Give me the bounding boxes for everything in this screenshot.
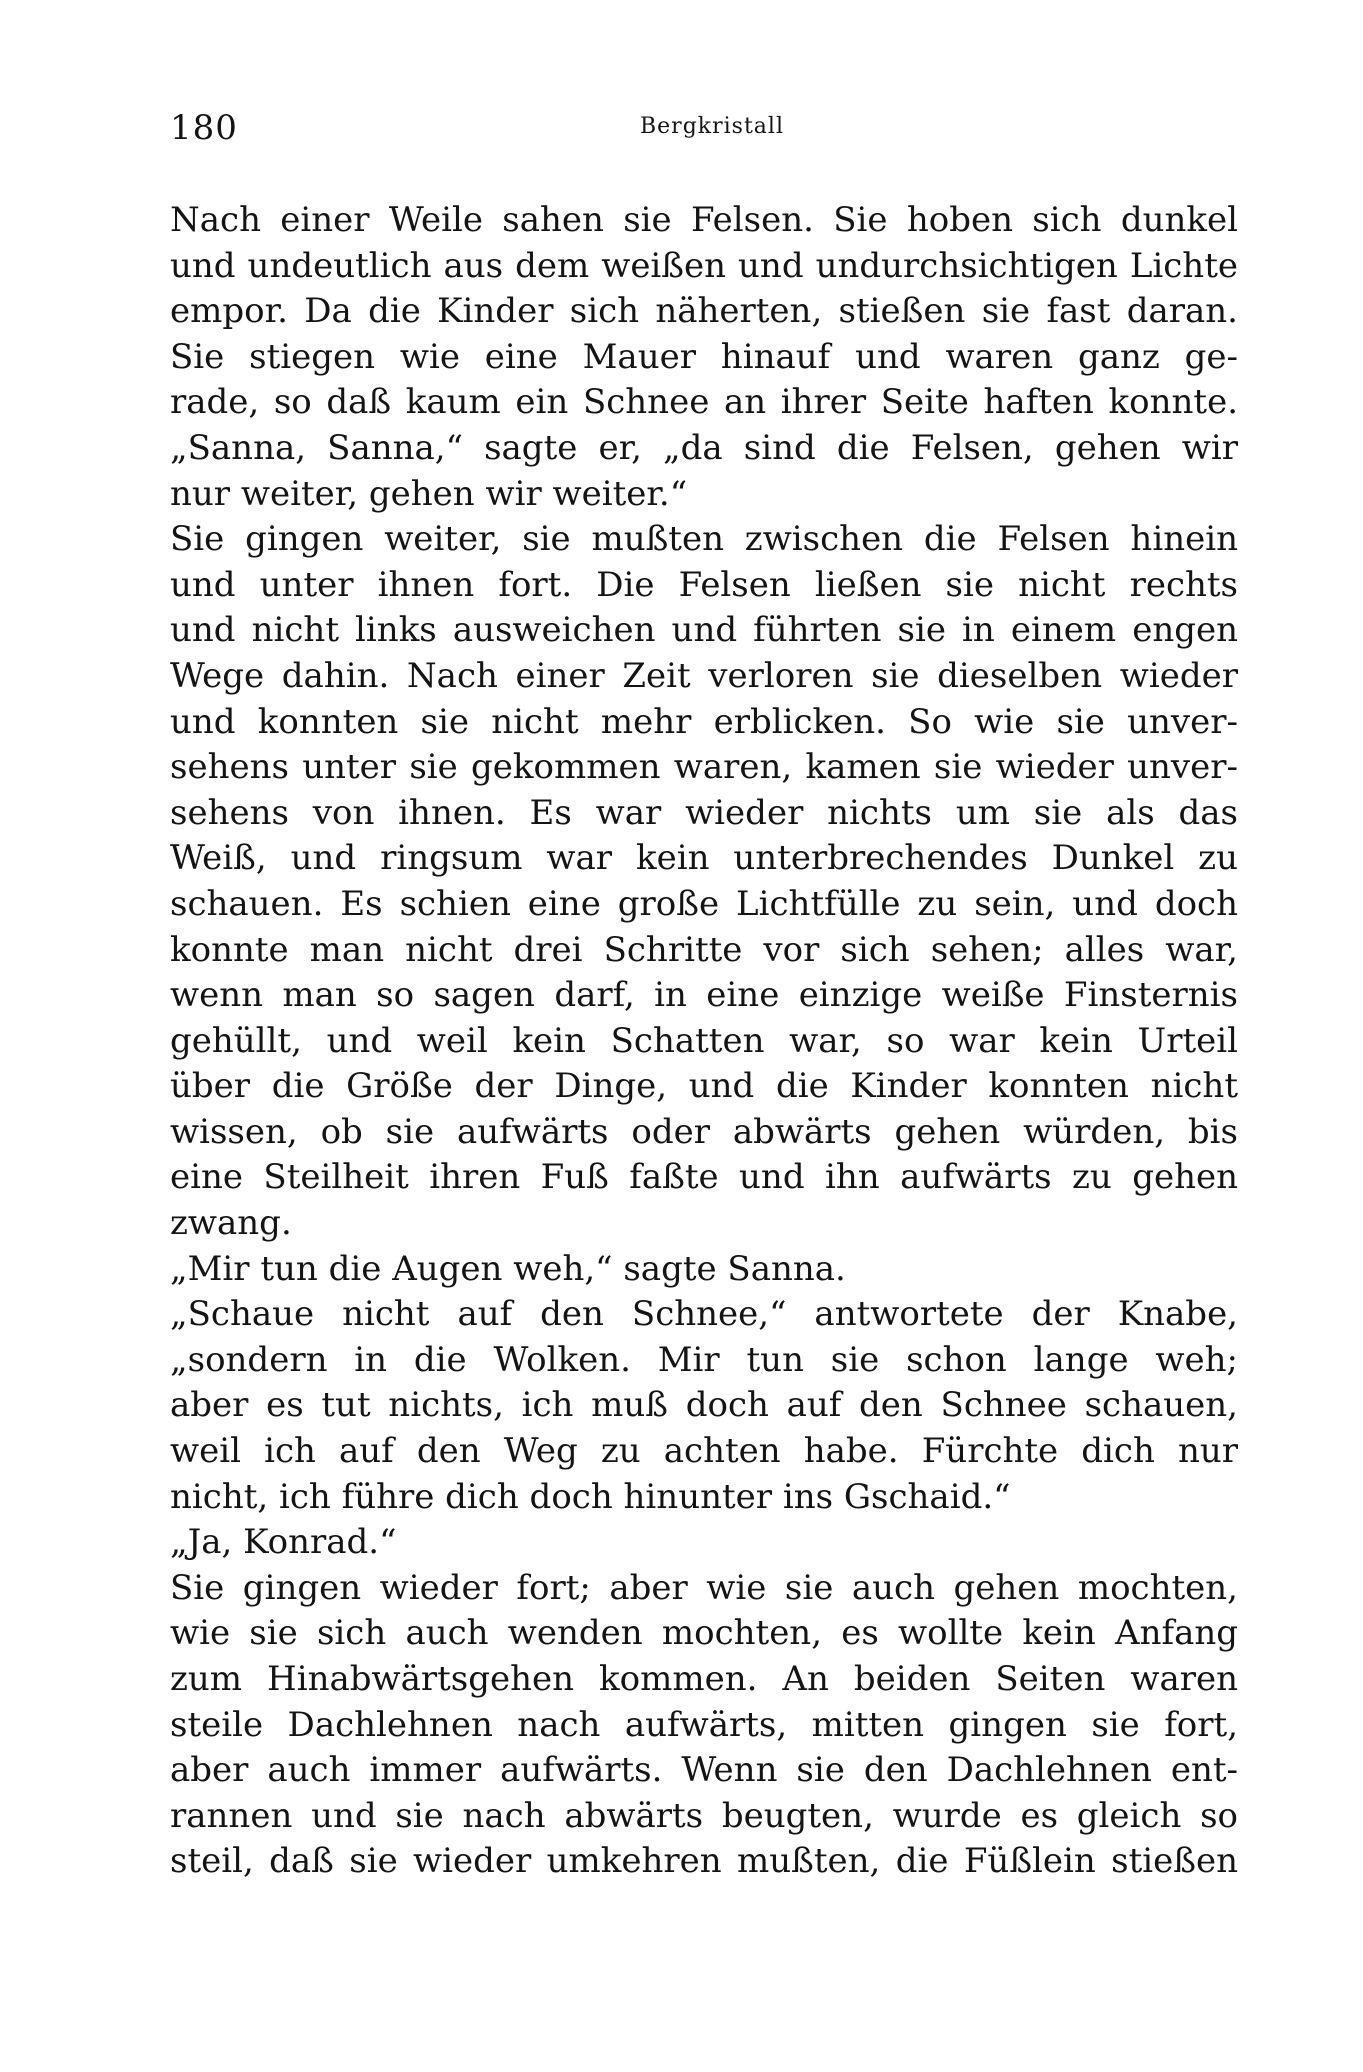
text-line: zum Hinabwärtsgehen kommen. An beiden Seiten waren [170, 1659, 1238, 1699]
text-line: „sondern in die Wolken. Mir tun sie schon lange weh; [170, 1339, 1238, 1380]
text-line: über die Größe der Dinge, und die Kinder konnten nicht [170, 1066, 1238, 1107]
text-line: steile Dachlehnen nach aufwärts, mitten gingen sie fort, [170, 1704, 1238, 1745]
running-title: Bergkristall [640, 114, 784, 139]
text-line: Weiß, und ringsum war kein unterbrechendes Dunkel zu [170, 838, 1238, 879]
text-line: aber auch immer aufwärts. Wenn sie den Dachlehnen ent- [170, 1750, 1238, 1791]
body-text [170, 198, 1238, 1885]
text-line: und nicht links ausweichen und führten sie in einem engen [170, 610, 1238, 651]
text-line: „Sanna, Sanna,“ sagte er, „da sind die Felsen, gehen wir [170, 427, 1238, 468]
text-line: Sie gingen wieder fort; aber wie sie auch gehen mochten, [170, 1567, 1238, 1608]
text-line: weil ich auf den Weg zu achten habe. Fürchte dich nur [170, 1431, 1238, 1472]
page-header [170, 108, 1240, 158]
text-line: „Ja, Konrad.“ [170, 1522, 397, 1563]
text-line: und konnten sie nicht mehr erblicken. So wie sie unver- [170, 701, 1238, 742]
text-line: Sie gingen weiter, sie mußten zwischen die Felsen hinein [170, 519, 1238, 560]
text-line: wenn man so sagen darf, in eine einzige weiße Finsternis [170, 975, 1238, 1016]
text-line: wie sie sich auch wenden mochten, es wollte kein Anfang [170, 1613, 1238, 1654]
text-line: „Schaue nicht auf den Schnee,“ antwortete der Knabe, [170, 1294, 1238, 1335]
text-line: Nach einer Weile sahen sie Felsen. Sie hoben sich dunkel [170, 200, 1238, 240]
text-line: Wege dahin. Nach einer Zeit verloren sie dieselben wieder [170, 655, 1238, 696]
text-line: konnte man nicht drei Schritte vor sich sehen; alles war, [170, 929, 1238, 970]
text-line: schauen. Es schien eine große Lichtfülle zu sein, und doch [170, 883, 1238, 924]
text-line: nur weiter, gehen wir weiter.“ [170, 473, 688, 514]
text-line: sehens unter sie gekommen waren, kamen sie wieder unver- [170, 747, 1238, 788]
text-line: steil, daß sie wieder umkehren mußten, die Füßlein stießen [170, 1841, 1238, 1882]
text-line: rannen und sie nach abwärts beugten, wurde es gleich so [170, 1795, 1238, 1836]
text-line: und undeutlich aus dem weißen und undurchsichtigen Lichte [170, 245, 1238, 286]
text-line: empor. Da die Kinder sich näherten, stießen sie fast daran. [170, 291, 1238, 332]
text-line: sehens von ihnen. Es war wieder nichts um sie als das [170, 792, 1238, 833]
text-line: eine Steilheit ihren Fuß faßte und ihn aufwärts zu gehen [170, 1157, 1238, 1198]
text-line: „Mir tun die Augen weh,“ sagte Sanna. [170, 1248, 846, 1289]
text-line: aber es tut nichts, ich muß doch auf den Schnee schauen, [170, 1385, 1238, 1426]
text-line: gehüllt, und weil kein Schatten war, so war kein Urteil [170, 1020, 1238, 1061]
text-line: Sie stiegen wie eine Mauer hinauf und waren ganz ge- [170, 336, 1238, 377]
text-line: wissen, ob sie aufwärts oder abwärts gehen würden, bis [170, 1111, 1238, 1152]
text-line: rade, so daß kaum ein Schnee an ihrer Seite haften konnte. [170, 382, 1238, 423]
text-line: nicht, ich führe dich doch hinunter ins Gschaid.“ [170, 1476, 1011, 1517]
text-line: und unter ihnen fort. Die Felsen ließen sie nicht rechts [170, 564, 1238, 605]
page-number: 180 [170, 108, 238, 148]
text-line: zwang. [170, 1203, 292, 1244]
